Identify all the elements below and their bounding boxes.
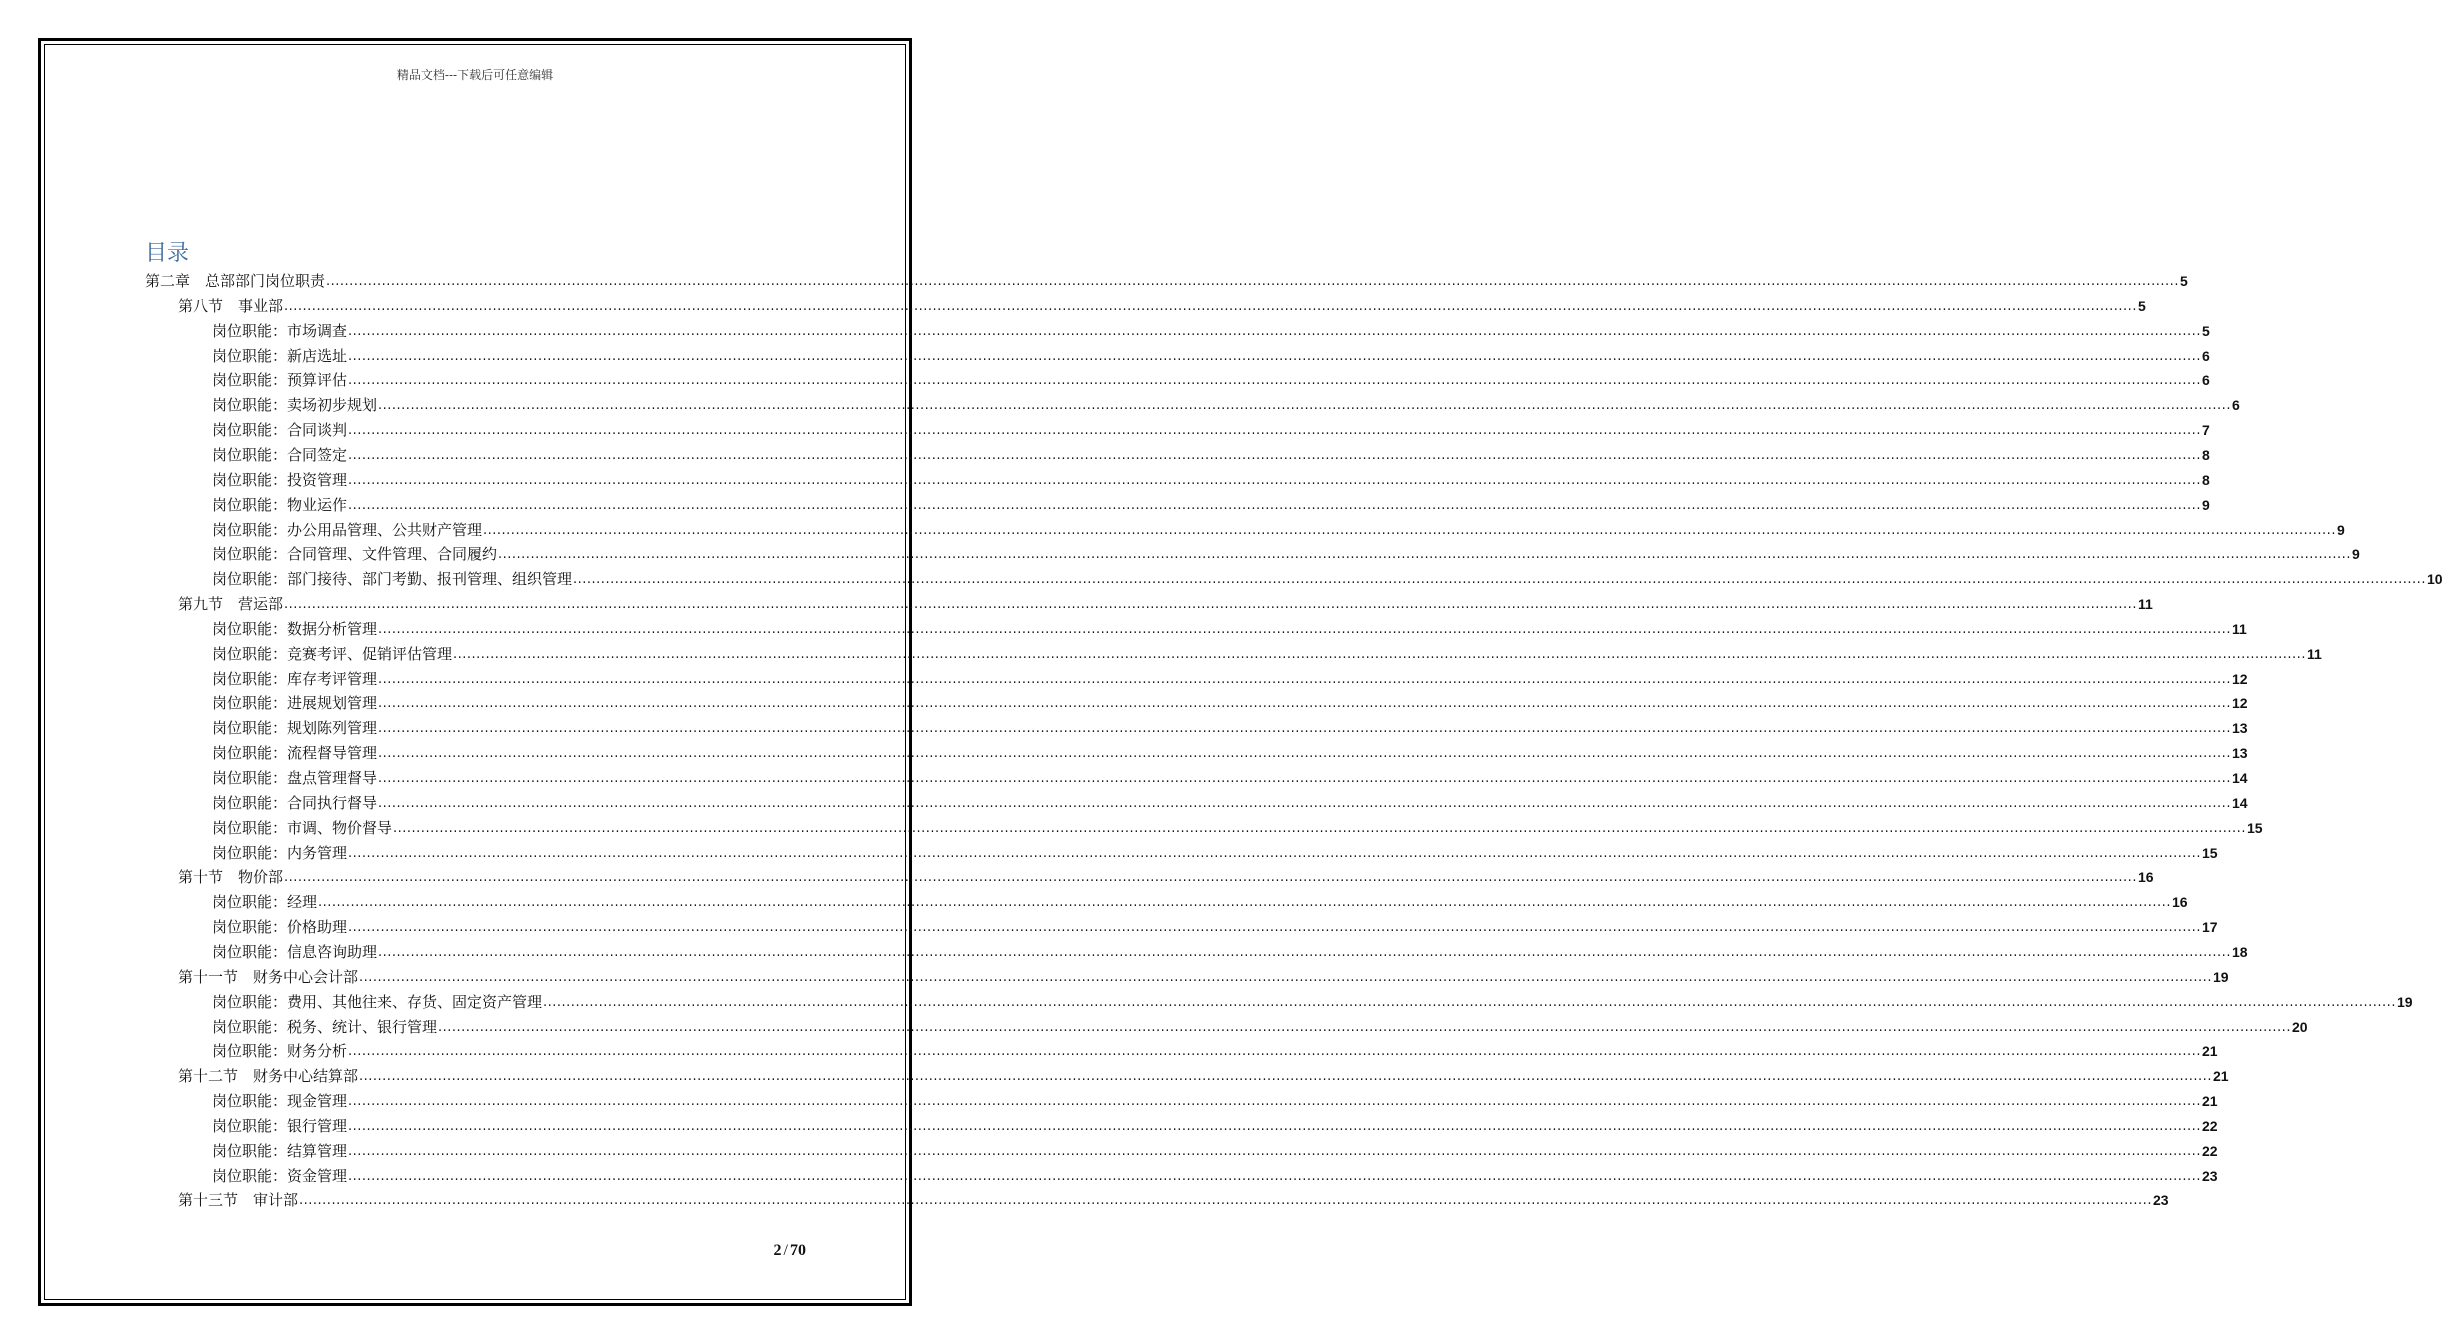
toc-entry[interactable] bbox=[178, 589, 2153, 614]
toc-dot-leader: ................................................................................................................................................................................................................................................................................................................................................................................................................ bbox=[483, 522, 2336, 538]
toc-entry[interactable] bbox=[212, 1036, 2218, 1061]
toc-entry[interactable] bbox=[212, 639, 2322, 664]
toc-dot-leader: ................................................................................................................................................................................................................................................................................................................................................................................................................ bbox=[284, 298, 2137, 314]
toc-dot-leader: ................................................................................................................................................................................................................................................................................................................................................................................................................ bbox=[348, 1118, 2201, 1134]
toc-entry[interactable] bbox=[212, 316, 2210, 341]
toc-entry[interactable] bbox=[212, 1161, 2218, 1186]
toc-dot-leader: ................................................................................................................................................................................................................................................................................................................................................................................................................ bbox=[348, 348, 2201, 364]
toc-entry-label: 岗位职能：资金管理 bbox=[212, 1166, 348, 1185]
toc-entry-page-number: 7 bbox=[2201, 422, 2210, 439]
toc-entry-label: 岗位职能：市调、物价督导 bbox=[212, 818, 393, 837]
toc-entry-label: 第十节 物价部 bbox=[178, 868, 284, 887]
toc-entry-label: 岗位职能：合同签定 bbox=[212, 445, 348, 464]
toc-entry-page-number: 19 bbox=[2212, 968, 2229, 985]
toc-dot-leader: ................................................................................................................................................................................................................................................................................................................................................................................................................ bbox=[348, 1168, 2201, 1184]
toc-entry[interactable] bbox=[212, 688, 2248, 713]
toc-dot-leader: ................................................................................................................................................................................................................................................................................................................................................................................................................ bbox=[348, 497, 2201, 513]
toc-entry-label: 岗位职能：信息咨询助理 bbox=[212, 942, 378, 961]
toc-entry[interactable] bbox=[178, 962, 2229, 987]
toc-entry-label: 岗位职能：费用、其他往来、存货、固定资产管理 bbox=[212, 992, 543, 1011]
toc-entry-page-number: 6 bbox=[2201, 372, 2210, 389]
toc-entry-label: 岗位职能：投资管理 bbox=[212, 470, 348, 489]
toc-dot-leader: ................................................................................................................................................................................................................................................................................................................................................................................................................ bbox=[378, 721, 2231, 737]
toc-entry-label: 岗位职能：流程督导管理 bbox=[212, 744, 378, 763]
toc-entry[interactable] bbox=[212, 763, 2248, 788]
toc-entry[interactable] bbox=[212, 813, 2263, 838]
toc-entry[interactable] bbox=[212, 937, 2248, 962]
toc-entry-label: 第十三节 审计部 bbox=[178, 1191, 299, 1210]
toc-entry-label: 岗位职能：财务分析 bbox=[212, 1042, 348, 1061]
toc-entry-label: 岗位职能：现金管理 bbox=[212, 1092, 348, 1111]
toc-dot-leader: ................................................................................................................................................................................................................................................................................................................................................................................................................ bbox=[348, 472, 2201, 488]
toc-entry-page-number: 16 bbox=[2137, 869, 2154, 886]
page-header: 精品文档---下载后可任意编辑 bbox=[396, 68, 554, 82]
total-page-count: 70 bbox=[790, 1242, 806, 1259]
toc-entry[interactable] bbox=[212, 564, 2443, 589]
toc-entry-page-number: 9 bbox=[2336, 521, 2345, 538]
toc-dot-leader: ................................................................................................................................................................................................................................................................................................................................................................................................................ bbox=[299, 1193, 2152, 1209]
toc-dot-leader: ................................................................................................................................................................................................................................................................................................................................................................................................................ bbox=[348, 845, 2201, 861]
toc-entry-page-number: 15 bbox=[2201, 844, 2218, 861]
toc-dot-leader: ................................................................................................................................................................................................................................................................................................................................................................................................................ bbox=[348, 920, 2201, 936]
toc-entry-label: 岗位职能：数据分析管理 bbox=[212, 619, 378, 638]
toc-dot-leader: ................................................................................................................................................................................................................................................................................................................................................................................................................ bbox=[348, 1143, 2201, 1159]
toc-entry-page-number: 11 bbox=[2306, 645, 2322, 662]
toc-entry[interactable] bbox=[212, 365, 2210, 390]
toc-entry[interactable] bbox=[212, 415, 2210, 440]
page-number bbox=[774, 1242, 806, 1260]
toc-entry-label: 岗位职能：合同谈判 bbox=[212, 421, 348, 440]
toc-dot-leader: ................................................................................................................................................................................................................................................................................................................................................................................................................ bbox=[378, 795, 2231, 811]
toc-entry-label: 岗位职能：盘点管理督导 bbox=[212, 769, 378, 787]
toc-entry-page-number: 21 bbox=[2201, 1093, 2218, 1110]
toc-dot-leader: ................................................................................................................................................................................................................................................................................................................................................................................................................ bbox=[348, 447, 2201, 463]
toc-dot-leader: ................................................................................................................................................................................................................................................................................................................................................................................................................ bbox=[378, 771, 2231, 786]
toc-entry-page-number: 19 bbox=[2396, 993, 2413, 1010]
toc-dot-leader: ................................................................................................................................................................................................................................................................................................................................................................................................................ bbox=[543, 994, 2396, 1010]
toc-entry[interactable] bbox=[212, 912, 2218, 937]
toc-entry[interactable] bbox=[212, 887, 2188, 912]
toc-dot-leader: ................................................................................................................................................................................................................................................................................................................................................................................................................ bbox=[378, 621, 2231, 637]
toc-entry-page-number: 8 bbox=[2201, 446, 2210, 463]
toc-dot-leader: ................................................................................................................................................................................................................................................................................................................................................................................................................ bbox=[378, 696, 2231, 712]
toc-entry[interactable] bbox=[212, 738, 2248, 763]
toc-entry[interactable] bbox=[145, 266, 2188, 291]
toc-entry[interactable] bbox=[212, 788, 2248, 813]
toc-entry[interactable] bbox=[178, 291, 2146, 316]
toc-entry-label: 岗位职能：库存考评管理 bbox=[212, 669, 378, 688]
toc-entry-page-number: 21 bbox=[2212, 1068, 2229, 1085]
toc-entry-label: 岗位职能：预算评估 bbox=[212, 371, 348, 390]
toc-entry-label: 岗位职能：卖场初步规划 bbox=[212, 396, 378, 415]
toc-entry-page-number: 18 bbox=[2231, 943, 2248, 960]
toc-entry[interactable] bbox=[178, 1061, 2229, 1086]
toc-dot-leader: ................................................................................................................................................................................................................................................................................................................................................................................................................ bbox=[359, 1069, 2212, 1085]
toc-entry-page-number: 17 bbox=[2201, 919, 2218, 936]
toc-entry-label: 第十一节 财务中心会计部 bbox=[178, 967, 359, 986]
toc-entry[interactable] bbox=[212, 490, 2210, 515]
toc-entry[interactable] bbox=[212, 713, 2248, 738]
toc-entry-label: 岗位职能：合同执行督导 bbox=[212, 793, 378, 812]
toc-dot-leader: ................................................................................................................................................................................................................................................................................................................................................................................................................ bbox=[318, 895, 2171, 911]
toc-dot-leader: ................................................................................................................................................................................................................................................................................................................................................................................................................ bbox=[348, 1094, 2201, 1110]
toc-dot-leader: ................................................................................................................................................................................................................................................................................................................................................................................................................ bbox=[498, 547, 2351, 563]
toc-dot-leader: ................................................................................................................................................................................................................................................................................................................................................................................................................ bbox=[378, 671, 2231, 687]
toc-entry-page-number: 11 bbox=[2137, 596, 2153, 613]
toc-entry-page-number: 22 bbox=[2201, 1117, 2218, 1134]
toc-entry-page-number: 13 bbox=[2231, 745, 2248, 762]
toc-entry-page-number: 12 bbox=[2231, 695, 2248, 712]
toc-dot-leader: ................................................................................................................................................................................................................................................................................................................................................................................................................ bbox=[284, 870, 2137, 886]
toc-entry-page-number: 21 bbox=[2201, 1043, 2218, 1060]
toc-entry-page-number: 9 bbox=[2351, 546, 2360, 563]
toc-entry-label: 岗位职能：价格助理 bbox=[212, 918, 348, 937]
toc-entry[interactable] bbox=[212, 1012, 2308, 1037]
toc-entry[interactable] bbox=[178, 1185, 2169, 1210]
toc-entry-label: 岗位职能：税务、统计、银行管理 bbox=[212, 1017, 438, 1036]
toc-entry-label: 岗位职能：办公用品管理、公共财产管理 bbox=[212, 520, 483, 539]
toc-entry-page-number: 11 bbox=[2231, 620, 2247, 637]
toc-title: 目录 bbox=[145, 240, 190, 266]
toc-dot-leader: ................................................................................................................................................................................................................................................................................................................................................................................................................ bbox=[359, 969, 2212, 985]
toc-entry[interactable] bbox=[212, 987, 2413, 1012]
toc-entry-page-number: 12 bbox=[2231, 670, 2248, 687]
toc-entry-page-number: 23 bbox=[2152, 1192, 2169, 1209]
toc-dot-leader: ................................................................................................................................................................................................................................................................................................................................................................................................................ bbox=[326, 274, 2179, 289]
page-number-separator: / bbox=[783, 1242, 788, 1259]
toc-entry[interactable] bbox=[212, 1086, 2218, 1111]
toc-entry[interactable] bbox=[212, 838, 2218, 863]
toc-dot-leader: ................................................................................................................................................................................................................................................................................................................................................................................................................ bbox=[438, 1019, 2291, 1035]
toc-entry-page-number: 10 bbox=[2426, 571, 2443, 588]
toc-dot-leader: ................................................................................................................................................................................................................................................................................................................................................................................................................ bbox=[378, 746, 2231, 762]
toc-dot-leader: ................................................................................................................................................................................................................................................................................................................................................................................................................ bbox=[348, 1044, 2201, 1060]
toc-entry[interactable] bbox=[212, 341, 2210, 366]
toc-dot-leader: ................................................................................................................................................................................................................................................................................................................................................................................................................ bbox=[348, 323, 2201, 339]
toc-entry[interactable] bbox=[212, 515, 2345, 540]
toc-entry-label: 岗位职能：内务管理 bbox=[212, 843, 348, 862]
toc-dot-leader: ................................................................................................................................................................................................................................................................................................................................................................................................................ bbox=[378, 944, 2231, 960]
toc-dot-leader: ................................................................................................................................................................................................................................................................................................................................................................................................................ bbox=[378, 398, 2231, 414]
toc-entry-label: 岗位职能：部门接待、部门考勤、报刊管理、组织管理 bbox=[212, 570, 573, 589]
toc-entry-page-number: 5 bbox=[2179, 273, 2188, 289]
toc-dot-leader: ................................................................................................................................................................................................................................................................................................................................................................................................................ bbox=[348, 373, 2201, 389]
toc-entry-page-number: 15 bbox=[2246, 819, 2263, 836]
toc-entry-page-number: 14 bbox=[2231, 794, 2248, 811]
toc-entry[interactable] bbox=[212, 1111, 2218, 1136]
toc-entry-page-number: 16 bbox=[2171, 894, 2188, 911]
toc-entry[interactable] bbox=[212, 440, 2210, 465]
toc-entry-label: 岗位职能：市场调查 bbox=[212, 321, 348, 340]
toc-entry-page-number: 20 bbox=[2291, 1018, 2308, 1035]
toc-entry-label: 岗位职能：银行管理 bbox=[212, 1116, 348, 1135]
toc-entry-label: 岗位职能：新店选址 bbox=[212, 346, 348, 365]
current-page-number: 2 bbox=[773, 1242, 782, 1259]
toc-entry-label: 第九节 营运部 bbox=[178, 595, 284, 614]
toc-entry-page-number: 8 bbox=[2201, 471, 2210, 488]
toc-entry-page-number: 6 bbox=[2231, 397, 2240, 414]
toc-entry[interactable] bbox=[178, 862, 2154, 887]
toc-entry[interactable] bbox=[212, 390, 2240, 415]
toc-entry-page-number: 5 bbox=[2201, 322, 2210, 339]
toc-entry-label: 岗位职能：合同管理、文件管理、合同履约 bbox=[212, 545, 498, 564]
toc-dot-leader: ................................................................................................................................................................................................................................................................................................................................................................................................................ bbox=[453, 646, 2306, 662]
toc-entry-label: 第十二节 财务中心结算部 bbox=[178, 1067, 359, 1086]
toc-entry-page-number: 22 bbox=[2201, 1142, 2218, 1159]
toc-entry-page-number: 14 bbox=[2231, 770, 2248, 786]
toc-entry-label: 岗位职能：竞赛考评、促销评估管理 bbox=[212, 644, 453, 663]
toc-entry-label: 岗位职能：经理 bbox=[212, 893, 318, 912]
toc-entry-label: 岗位职能：进展规划管理 bbox=[212, 694, 378, 713]
toc-entry-page-number: 6 bbox=[2201, 347, 2210, 364]
toc-dot-leader: ................................................................................................................................................................................................................................................................................................................................................................................................................ bbox=[393, 820, 2246, 836]
toc-entry[interactable] bbox=[212, 1136, 2218, 1161]
toc-entry-page-number: 9 bbox=[2201, 496, 2210, 513]
toc-dot-leader: ................................................................................................................................................................................................................................................................................................................................................................................................................ bbox=[348, 423, 2201, 439]
toc-entry[interactable] bbox=[212, 465, 2210, 490]
toc-entry-label: 岗位职能：物业运作 bbox=[212, 495, 348, 514]
toc-entry-label: 第八节 事业部 bbox=[178, 296, 284, 315]
toc-dot-leader: ................................................................................................................................................................................................................................................................................................................................................................................................................ bbox=[284, 597, 2137, 613]
toc-entry-page-number: 23 bbox=[2201, 1167, 2218, 1184]
toc-dot-leader: ................................................................................................................................................................................................................................................................................................................................................................................................................ bbox=[573, 572, 2426, 588]
toc-entry-label: 第二章 总部部门岗位职责 bbox=[145, 272, 326, 290]
toc-entry[interactable] bbox=[212, 664, 2248, 689]
toc-entry[interactable] bbox=[212, 614, 2247, 639]
toc-entry-label: 岗位职能：结算管理 bbox=[212, 1141, 348, 1160]
toc-entry-page-number: 5 bbox=[2137, 297, 2146, 314]
toc-entry-page-number: 13 bbox=[2231, 720, 2248, 737]
toc-entry-label: 岗位职能：规划陈列管理 bbox=[212, 719, 378, 738]
toc-entry[interactable] bbox=[212, 539, 2360, 564]
